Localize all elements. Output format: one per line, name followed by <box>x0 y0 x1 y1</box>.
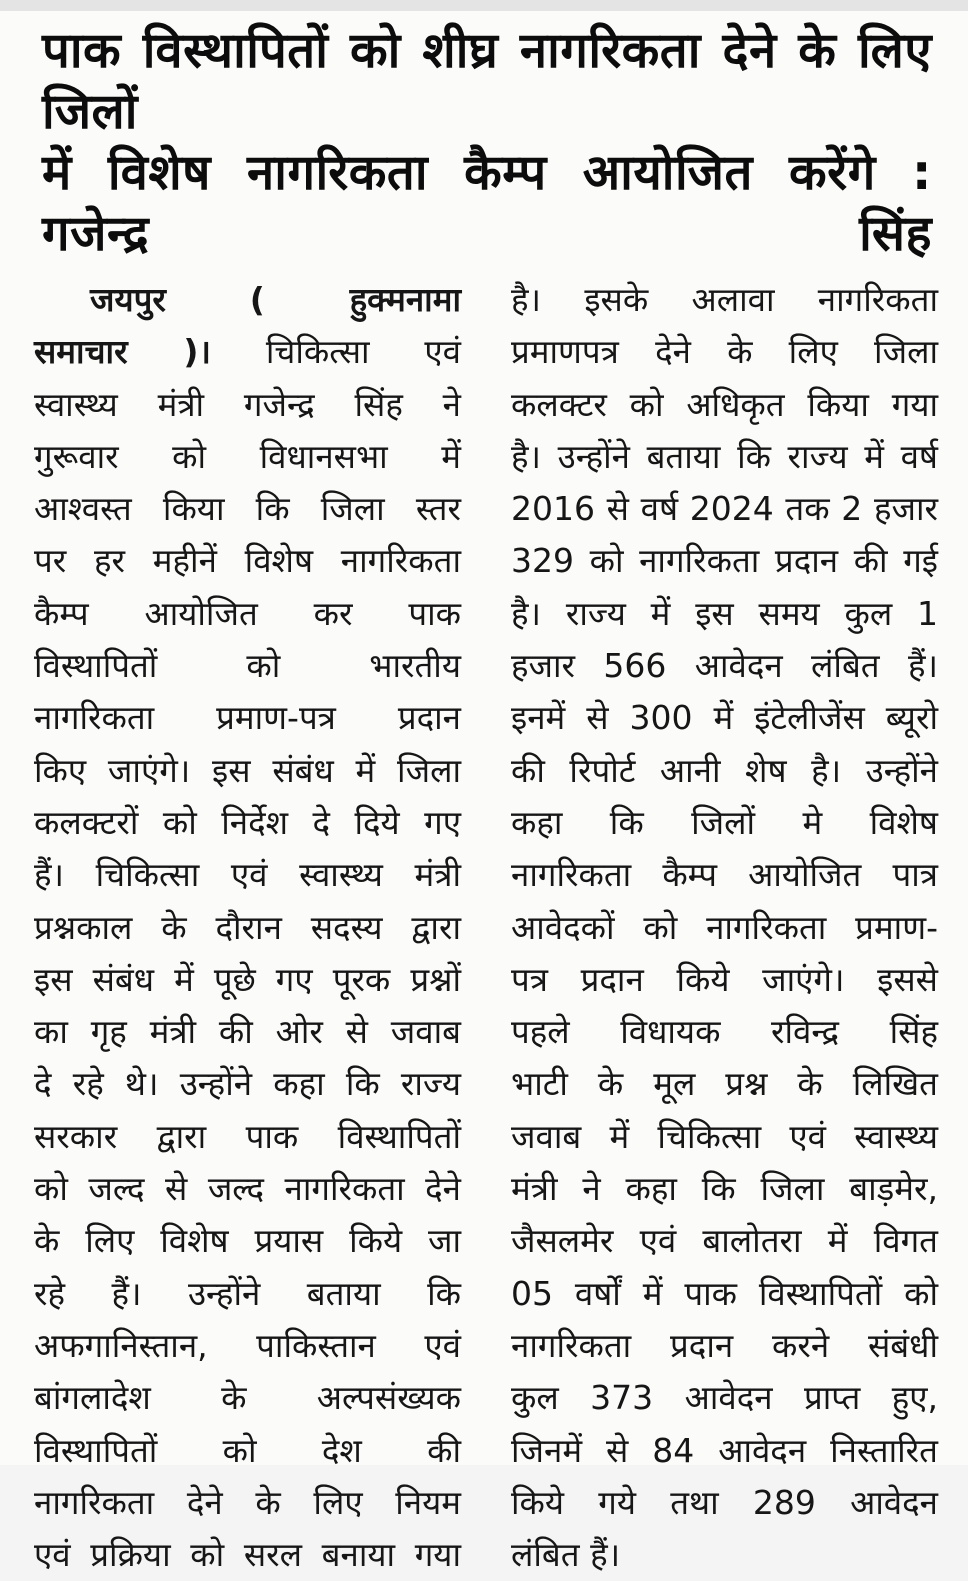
body-line: हैं। चिकित्सा एवं स्वास्थ्य मंत्री <box>34 855 461 895</box>
body-line: नागरिकता प्रमाण-पत्र प्रदान <box>34 698 461 738</box>
body-line: किए जाएंगे। इस संबंध में जिला <box>34 750 461 790</box>
headline-line-2: में विशेष नागरिकता कैम्प आयोजित करेंगे : गजेन्द्र सिंह <box>42 144 932 262</box>
body-line: सरकार द्वारा पाक विस्थापितों <box>34 1116 461 1156</box>
body-line: किये गये तथा 289 आवेदन <box>511 1482 938 1522</box>
article-column-right <box>511 274 938 1581</box>
body-line: कुल 373 आवेदन प्राप्त हुए, <box>511 1378 938 1418</box>
body-line: हजार 566 आवेदन लंबित हैं। <box>511 646 938 686</box>
body-line: 2016 से वर्ष 2024 तक 2 हजार <box>511 489 938 529</box>
body-line: दे रहे थे। उन्होंने कहा कि राज्य <box>34 1064 461 1104</box>
dateline-source-close: समाचार )। <box>34 332 212 372</box>
article-headline <box>42 20 932 264</box>
left-column-lines <box>34 379 461 1581</box>
body-line: लंबित हैं। <box>511 1535 621 1575</box>
body-line: प्रमाणपत्र देने के लिए जिला <box>511 332 938 372</box>
body-line: बांगलादेश के अल्पसंख्यक <box>34 1378 461 1418</box>
body-line: विस्थापितों को देश की <box>34 1430 461 1470</box>
body-text-start: चिकित्सा एवं <box>265 332 461 372</box>
right-column-lines <box>511 274 938 1581</box>
scan-edge-band <box>0 0 968 11</box>
body-line: नागरिकता प्रदान करने संबंधी <box>511 1325 938 1365</box>
body-line: मंत्री ने कहा कि जिला बाड़मेर, <box>511 1169 938 1209</box>
body-line: आश्वस्त किया कि जिला स्तर <box>34 489 461 529</box>
body-line: पहले विधायक रविन्द्र सिंह <box>511 1012 938 1052</box>
dateline <box>34 274 461 326</box>
body-line: कहा कि जिलों मे विशेष <box>511 802 938 842</box>
body-line: गुरूवार को विधानसभा में <box>34 436 461 476</box>
body-line: जैसलमेर एवं बालोतरा में विगत <box>511 1221 938 1261</box>
body-line: का गृह मंत्री की ओर से जवाब <box>34 1012 461 1052</box>
body-line: की रिपोर्ट आनी शेष है। उन्होंने <box>511 750 938 790</box>
body-line: स्वास्थ्य मंत्री गजेन्द्र सिंह ने <box>34 384 461 424</box>
body-line: विस्थापितों को भारतीय <box>34 646 461 686</box>
body-line: है। इसके अलावा नागरिकता <box>511 280 938 319</box>
dateline-city: जयपुर <box>90 280 166 319</box>
article-column-left <box>34 274 461 1581</box>
body-line: नागरिकता देने के लिए नियम <box>34 1482 461 1522</box>
body-line: नागरिकता कैम्प आयोजित पात्र <box>511 855 938 895</box>
body-line: कलक्टर को अधिकृत किया गया <box>511 384 938 424</box>
body-line: प्रश्नकाल के दौरान सदस्य द्वारा <box>34 907 461 947</box>
dateline-continuation <box>34 326 461 378</box>
headline-line-1: पाक विस्थापितों को शीघ्र नागरिकता देने के लिए जिलों <box>42 22 932 140</box>
body-line: कैम्प आयोजित कर पाक <box>34 593 461 633</box>
body-line: रहे हैं। उन्होंने बताया कि <box>34 1273 461 1313</box>
body-line: आवेदकों को नागरिकता प्रमाण- <box>511 907 938 947</box>
body-line: को जल्द से जल्द नागरिकता देने <box>34 1169 461 1209</box>
body-line: है। उन्होंने बताया कि राज्य में वर्ष <box>511 436 938 476</box>
body-line: पर हर महीनें विशेष नागरिकता <box>34 541 461 581</box>
body-line: 05 वर्षों में पाक विस्थापितों को <box>511 1273 938 1313</box>
body-line: भाटी के मूल प्रश्न के लिखित <box>511 1064 938 1104</box>
body-line: इनमें से 300 में इंटेलीजेंस ब्यूरो <box>511 698 938 738</box>
body-line: एवं प्रक्रिया को सरल बनाया गया <box>34 1535 461 1575</box>
body-line: कलक्टरों को निर्देश दे दिये गए <box>34 802 461 842</box>
body-line: के लिए विशेष प्रयास किये जा <box>34 1221 461 1261</box>
body-line: पत्र प्रदान किये जाएंगे। इससे <box>511 959 938 999</box>
dateline-source-open: ( हुक्मनामा <box>249 280 461 319</box>
body-line: 329 को नागरिकता प्रदान की गई <box>511 541 938 581</box>
body-line: जिनमें से 84 आवेदन निस्तारित <box>511 1430 938 1470</box>
article-body <box>34 274 938 1581</box>
body-line: अफगानिस्तान, पाकिस्तान एवं <box>34 1325 461 1365</box>
body-line: इस संबंध में पूछे गए पूरक प्रश्नों <box>34 959 461 999</box>
body-line: है। राज्य में इस समय कुल 1 <box>511 593 938 633</box>
body-line: जवाब में चिकित्सा एवं स्वास्थ्य <box>511 1116 938 1156</box>
